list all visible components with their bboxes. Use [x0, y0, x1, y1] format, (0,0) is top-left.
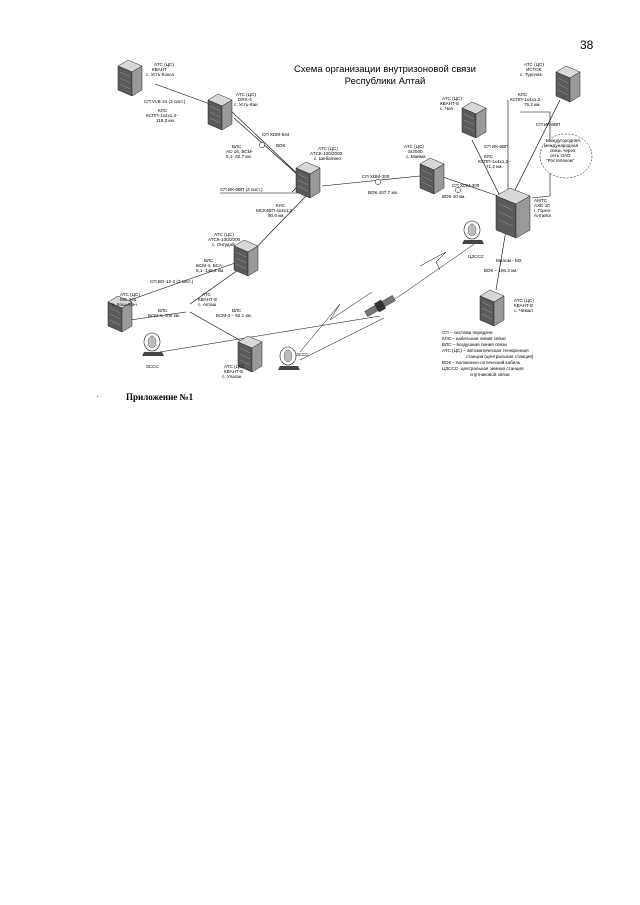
page-number: 38: [580, 38, 594, 52]
link-vls-ac: ВЛС АС-16, БСМ-5,1- 62,7 км.: [226, 144, 254, 159]
link-sp-vo-12: СП ВО-12-3 (3 сист.): [150, 279, 194, 284]
station-icon-chemal: [480, 290, 504, 326]
node-ust-kan: АТС (ЦС) DRX-4 с. Усть-Кан: [234, 92, 258, 107]
link-vls-koshagach: ВЛС БСМ-4, 100 км.: [148, 308, 181, 318]
satellite-dishes: [142, 221, 484, 370]
satlink-ulagan: [300, 318, 384, 360]
node-shebalino: АТС (ЦС) АТСК-100/2000 с. Шебалино: [310, 146, 343, 161]
coupler-xdm300-a: [375, 179, 380, 184]
node-gorno-altaysk: АМТС АХЕ-10 г. Горно-Алтайск: [534, 198, 552, 218]
legend-line-6: ВОК – волоконно-оптический кабель: [442, 360, 521, 365]
station-icons: [108, 60, 580, 372]
dish-icon-koshagach: [142, 333, 164, 356]
node-chemal: АТС (ЦС) КВАНТ-Е с. Чемал: [514, 298, 534, 313]
satellite-icon: [364, 294, 397, 319]
satlink-czsss: [388, 240, 480, 304]
satlink-zigzag-right: [420, 252, 446, 270]
link-sp-vlb: СП VLB-24 (3 сист.): [144, 99, 186, 104]
node-ust-koksa: АТС (ЦС) КВАНТ с. Усть-Кокса: [146, 62, 174, 77]
link-vok-chemal: ВОК – 106,3 км.: [484, 268, 518, 273]
link-radio-mx: Малом - МХ: [496, 258, 522, 263]
legend-line-7: ЦЗССС- центральная земная станция: [442, 366, 524, 371]
station-icon-gorno-altaysk: [496, 188, 530, 238]
coupler-xdm544: [259, 142, 264, 147]
link-vls-ulagan: ВЛС БСМ-3 – 52,1 км.: [216, 308, 252, 318]
satlink-koshagach: [160, 316, 380, 352]
legend-line-8: спутниковой связи: [470, 372, 510, 377]
legend-line-4: АТС (ЦС) – автоматическая телефонная: [442, 348, 529, 353]
node-kosh-agach: АТС (ЦС) МС-240 с. Кош-Агач: [112, 292, 140, 307]
link-sp-xdm-544: СП XDM-544: [262, 132, 290, 137]
node-ulagan: АТС (ЦС) КВАНТ-Е с. Улаган: [222, 364, 244, 379]
node-ongudai: АТС (ЦС) АТСК-100/2000 с. Онгудай: [208, 232, 241, 247]
station-icon-turochak: [556, 66, 580, 102]
node-choya: АТС (ЦС) КВАНТ-Е с. Чоя: [440, 96, 462, 111]
link-sp-xdm-300-b: СП XDM-300: [452, 183, 480, 188]
label-czsss: ЦЗССС: [468, 254, 485, 259]
link-kls-turochak: КЛС КСПП-1х4х1,2 -75,2 км.: [510, 92, 543, 107]
station-icon-mayma: [420, 158, 444, 194]
title-line-2: Республики Алтай: [344, 76, 426, 87]
link-vls-bsm4: ВЛС БСМ-4, БСА-5,1- 148,2 км.: [196, 258, 225, 273]
legend-line-1: СП – система передачи: [442, 330, 493, 335]
legend-line-3: ВЛС – воздушная линия связи: [442, 342, 507, 347]
station-icon-ongudai: [234, 240, 258, 276]
link-sp-ik-6vp: СП ИК-6ВП (2 сист.): [220, 187, 263, 192]
station-icon-choya: [462, 102, 486, 138]
stray-mark: ·: [96, 392, 99, 401]
link-sp-ik-6vp-choya: СП ИК-6ВП: [484, 144, 509, 149]
link-kls-mks: КЛС МСК4ВП-4х4х1,2 -90,6 км.: [256, 203, 296, 218]
label-zsss-1: ЗССС: [146, 364, 159, 369]
coupler-xdm300-b: [455, 187, 460, 192]
link-kls-koksa: КЛС КСПП-1х4х1,2-118,3 км.: [146, 108, 178, 123]
legend-line-5: станция (центральная станция): [466, 354, 534, 359]
station-icon-ust-koksa: [118, 60, 142, 96]
station-icon-shebalino: [296, 162, 320, 198]
legend: [442, 330, 534, 377]
label-zsss-2: ЗССС: [296, 352, 309, 357]
link-vok-10: ВОК-10 км.: [442, 194, 466, 199]
appendix-label: Приложение №1: [126, 392, 194, 402]
link-vok-mayma: ВОК-107,7 км.: [368, 190, 398, 195]
node-turochak: АТС (ЦС) ИСТОК с. Турочак: [520, 62, 544, 77]
link-sp-xdm-300-a: СП XDM-300: [362, 174, 390, 179]
dish-icon-czsss: [462, 221, 484, 244]
satlink-zigzag: [300, 292, 372, 352]
link-vok-top: ВОК: [276, 143, 286, 148]
legend-line-2: КЛС – кабельная линия связи: [442, 336, 506, 341]
link-kls-choya: КЛС КСПП-1х4х1,2 -71,2 км.: [478, 154, 511, 169]
dish-icon-ulagan: [278, 347, 300, 370]
node-aktash: АТС КВАНТ-Е с. Акташ: [198, 292, 218, 307]
title-line-1: Схема организации внутризоновой связи: [294, 64, 476, 75]
international-text: Междугородняя, международная связь через сеть ОАО "Ростелеком": [544, 138, 582, 163]
node-mayma: АТС (ЦС) SI2000 с. Майма: [404, 144, 426, 159]
link-sp-ik-6vp-right: СП ИК-6ВП: [536, 122, 561, 127]
station-icon-ust-kan: [208, 94, 232, 130]
